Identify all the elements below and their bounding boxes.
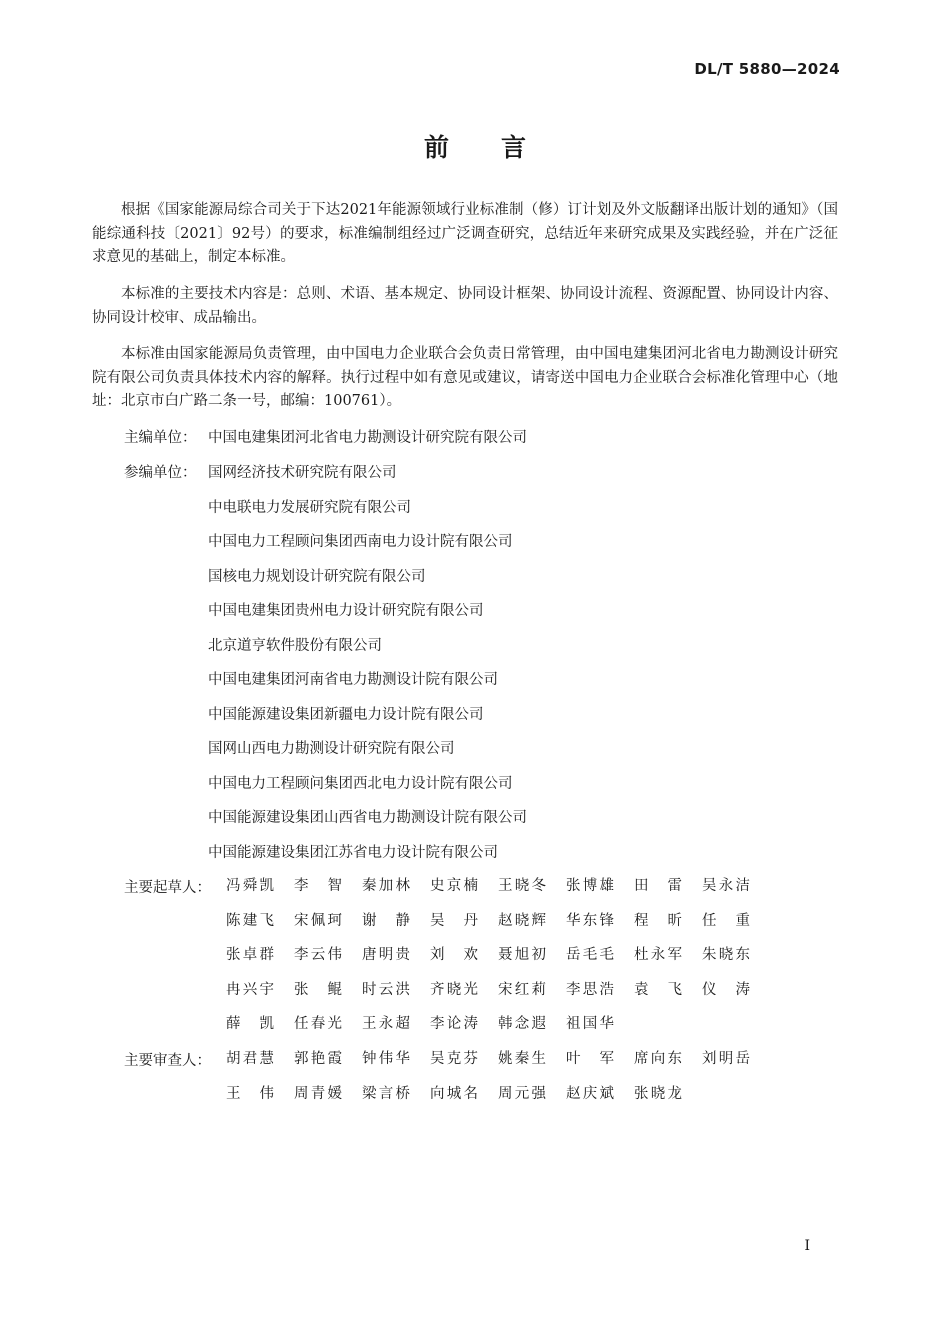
drafter-name: 任 重 bbox=[702, 912, 750, 929]
drafter-name: 李论涛 bbox=[430, 1016, 478, 1032]
reviewer-name: 吴克芬 bbox=[430, 1051, 478, 1067]
paragraph-management: 本标准由国家能源局负责管理，由中国电力企业联合会负责日常管理，由中国电建集团河北省电力勘测设计研究院有限公司负责具体技术内容的解释。执行过程中如有意见或建议，请寄送中国电力企业联合会标准化管理中心（地址：北京市白广路二条一号，邮编：100761）。 bbox=[92, 346, 838, 409]
drafter-name: 张卓群 bbox=[226, 947, 274, 963]
reviewer-name: 胡君慧 bbox=[226, 1051, 274, 1067]
drafter-name: 秦加林 bbox=[362, 878, 410, 894]
participating-unit: 中国能源建设集团山西省电力勘测设计院有限公司 bbox=[208, 810, 527, 826]
participating-label: 参编单位： bbox=[124, 465, 197, 481]
participating-unit: 国网经济技术研究院有限公司 bbox=[208, 465, 397, 481]
participating-unit: 国网山西电力勘测设计研究院有限公司 bbox=[208, 741, 455, 757]
participating-unit: 中国电力工程顾问集团西北电力设计院有限公司 bbox=[208, 776, 513, 792]
chief-editor-label: 主编单位： bbox=[124, 430, 197, 446]
drafter-name: 杜永军 bbox=[634, 947, 682, 963]
page-title bbox=[0, 128, 950, 164]
page-number: I bbox=[804, 1238, 810, 1254]
reviewer-name: 周青媛 bbox=[294, 1085, 342, 1102]
drafter-name: 陈建飞 bbox=[226, 912, 274, 929]
drafter-name: 华东锋 bbox=[566, 912, 614, 929]
drafter-name: 李云伟 bbox=[294, 947, 342, 963]
drafters-list bbox=[226, 876, 786, 1049]
chief-editor-unit: 中国电建集团河北省电力勘测设计研究院有限公司 bbox=[208, 430, 527, 446]
reviewer-name: 梁言桥 bbox=[362, 1085, 410, 1102]
drafter-name: 吴 丹 bbox=[430, 912, 478, 929]
drafter-name: 时云洪 bbox=[362, 981, 410, 998]
reviewer-name: 赵庆斌 bbox=[566, 1085, 614, 1102]
reviewer-name: 钟伟华 bbox=[362, 1051, 410, 1067]
title-char-2: 言 bbox=[501, 133, 527, 162]
drafter-name: 张博雄 bbox=[566, 878, 614, 894]
participating-unit: 中国电建集团河南省电力勘测设计院有限公司 bbox=[208, 672, 498, 688]
participating-unit: 中国能源建设集团江苏省电力设计院有限公司 bbox=[208, 845, 498, 861]
drafter-name: 李思浩 bbox=[566, 981, 614, 998]
reviewer-name: 向城名 bbox=[430, 1085, 478, 1102]
drafter-name: 程 昕 bbox=[634, 912, 682, 929]
reviewer-name: 刘明岳 bbox=[702, 1051, 750, 1067]
drafter-name: 冉兴宇 bbox=[226, 981, 274, 998]
participating-unit: 中国电力工程顾问集团西南电力设计院有限公司 bbox=[208, 534, 513, 550]
participating-unit: 中电联电力发展研究院有限公司 bbox=[208, 500, 411, 516]
drafter-name: 薛 凯 bbox=[226, 1016, 274, 1032]
drafter-name: 冯舜凯 bbox=[226, 878, 274, 894]
drafter-name: 齐晓光 bbox=[430, 981, 478, 998]
drafter-name: 田 雷 bbox=[634, 878, 682, 894]
participating-unit: 中国电建集团贵州电力设计研究院有限公司 bbox=[208, 603, 484, 619]
drafter-name: 任春光 bbox=[294, 1016, 342, 1032]
drafter-name: 谢 静 bbox=[362, 912, 410, 929]
drafter-name: 张 鲲 bbox=[294, 981, 342, 998]
drafter-name: 朱晓东 bbox=[702, 947, 750, 963]
drafter-name: 祖国华 bbox=[566, 1016, 614, 1032]
drafter-name: 吴永洁 bbox=[702, 878, 750, 894]
reviewer-name: 姚秦生 bbox=[498, 1051, 546, 1067]
reviewer-name: 张晓龙 bbox=[634, 1085, 682, 1102]
drafter-name: 岳毛毛 bbox=[566, 947, 614, 963]
participating-unit: 北京道亨软件股份有限公司 bbox=[208, 638, 382, 654]
drafters-label: 主要起草人： bbox=[124, 880, 211, 896]
title-char-1: 前 bbox=[423, 133, 449, 162]
reviewer-name: 王 伟 bbox=[226, 1085, 274, 1102]
paragraph-main-content: 本标准的主要技术内容是：总则、术语、基本规定、协同设计框架、协同设计流程、资源配置、协同设计内容、协同设计校审、成品输出。 bbox=[92, 286, 838, 326]
drafter-name: 宋红莉 bbox=[498, 981, 546, 998]
drafter-name: 袁 飞 bbox=[634, 981, 682, 998]
drafter-name: 刘 欢 bbox=[430, 947, 478, 963]
drafter-name: 宋佩珂 bbox=[294, 912, 342, 929]
standard-number: DL/T 5880—2024 bbox=[694, 60, 840, 78]
reviewer-name: 周元强 bbox=[498, 1085, 546, 1102]
reviewer-name: 郭艳霞 bbox=[294, 1051, 342, 1067]
drafter-name: 李 智 bbox=[294, 878, 342, 894]
reviewers-label: 主要审查人： bbox=[124, 1053, 211, 1069]
reviewers-list bbox=[226, 1049, 786, 1118]
drafter-name: 王晓冬 bbox=[498, 878, 546, 894]
participating-unit: 国核电力规划设计研究院有限公司 bbox=[208, 569, 426, 585]
reviewer-name: 叶 军 bbox=[566, 1051, 614, 1067]
participating-unit: 中国能源建设集团新疆电力设计院有限公司 bbox=[208, 707, 484, 723]
reviewer-name: 席向东 bbox=[634, 1051, 682, 1067]
drafter-name: 仪 涛 bbox=[702, 981, 750, 998]
drafter-name: 王永超 bbox=[362, 1016, 410, 1032]
drafter-name: 史京楠 bbox=[430, 878, 478, 894]
drafter-name: 赵晓辉 bbox=[498, 912, 546, 929]
drafter-name: 唐明贵 bbox=[362, 947, 410, 963]
drafter-name: 聂旭初 bbox=[498, 947, 546, 963]
paragraph-basis: 根据《国家能源局综合司关于下达2021年能源领域行业标准制（修）订计划及外文版翻译出版计划的通知》（国能综通科技〔2021〕92号）的要求，标准编制组经过广泛调查研究，总结近年来研究成果及实践经验，并在广泛征求意见的基础上，制定本标准。 bbox=[92, 202, 838, 265]
drafter-name: 韩念遐 bbox=[498, 1016, 546, 1032]
